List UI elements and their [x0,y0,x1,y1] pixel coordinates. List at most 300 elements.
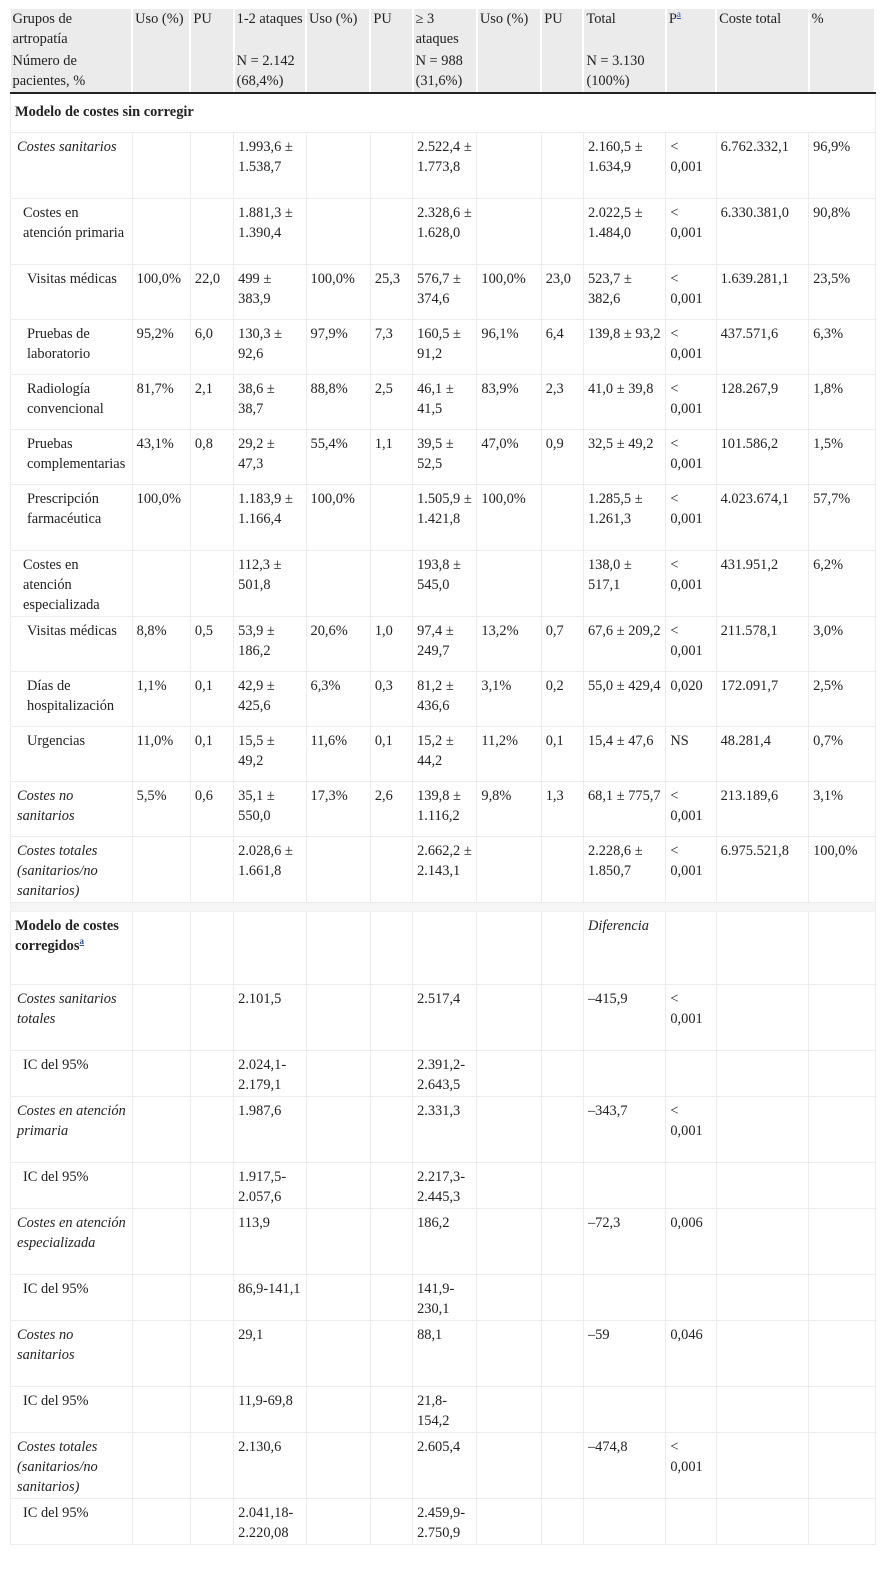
table-cell [716,1051,808,1097]
table-cell: –474,8 [583,1433,665,1499]
table-cell: 11,6% [306,727,370,782]
table-cell [541,485,583,551]
table-cell: 81,7% [132,375,190,430]
table-cell [190,912,233,985]
header-cell: 1-2 ataques [234,9,306,51]
table-cell [306,985,370,1051]
table-cell [716,1499,808,1545]
table-cell [477,1051,541,1097]
table-cell: 81,2 ± 436,6 [413,672,477,727]
table-cell: 96,9% [809,133,875,199]
table-cell [132,1387,190,1433]
table-cell: –415,9 [583,985,665,1051]
table-cell [190,1499,233,1545]
table-cell [132,133,190,199]
table-cell [583,1387,665,1433]
table-cell: 0,6 [190,782,233,837]
table-cell: 0,2 [541,672,583,727]
row-label: Costes en atención especializada [11,1209,133,1275]
table-cell: 96,1% [477,320,541,375]
table-cell [190,199,233,265]
table-cell [370,1433,412,1499]
table-cell: 35,1 ± 550,0 [234,782,306,837]
header-row-groups [11,9,876,51]
header-row-patients [11,51,876,93]
table-cell: 53,9 ± 186,2 [234,617,306,672]
row-label: Costes en atención especializada [11,551,133,617]
table-cell: 0,8 [190,430,233,485]
table-cell: –343,7 [583,1097,665,1163]
table-cell [370,1051,412,1097]
table-cell: < 0,001 [666,551,716,617]
table-cell [306,1387,370,1433]
table-cell: 13,2% [477,617,541,672]
table-cell [306,1433,370,1499]
row-label: Costes sanitarios [11,133,133,199]
table-cell: 213.189,6 [716,782,808,837]
table-cell [541,1209,583,1275]
table-cell [541,1387,583,1433]
table-cell: 499 ± 383,9 [234,265,306,320]
cost-table [10,9,876,1545]
table-row [11,1433,876,1499]
header-cell [132,51,190,93]
table-cell: < 0,001 [666,485,716,551]
table-cell: 2.130,6 [234,1433,306,1499]
table-cell: 100,0% [132,265,190,320]
table-cell: 88,1 [413,1321,477,1387]
table-cell [132,1163,190,1209]
header-cell [541,51,583,93]
table-cell [306,1051,370,1097]
table-cell [809,1097,875,1163]
row-label: Visitas médicas [11,617,133,672]
row-label: Pruebas complementarias [11,430,133,485]
table-cell: 2.024,1-2.179,1 [234,1051,306,1097]
table-cell: 1.917,5-2.057,6 [234,1163,306,1209]
table-cell: 1,1 [370,430,412,485]
table-cell: 1.993,6 ± 1.538,7 [234,133,306,199]
footnote-link[interactable]: a [79,936,84,947]
table-cell [132,912,190,985]
table-cell [370,199,412,265]
row-label: Costes totales (sanitarios/no sanitarios) [11,1433,133,1499]
table-cell [132,551,190,617]
table-row [11,1163,876,1209]
table-cell: 2.605,4 [413,1433,477,1499]
table-cell: 101.586,2 [716,430,808,485]
table-row [11,617,876,672]
table-cell: 1.987,6 [234,1097,306,1163]
table-cell: 2.328,6 ± 1.628,0 [413,199,477,265]
table-cell [716,1097,808,1163]
table-cell: 23,0 [541,265,583,320]
table-cell [716,1321,808,1387]
table-cell [370,1097,412,1163]
table-cell [666,912,716,985]
table-row [11,133,876,199]
table-cell: 9,8% [477,782,541,837]
table-cell: 29,2 ± 47,3 [234,430,306,485]
header-cell [370,51,412,93]
table-cell [541,133,583,199]
table-cell [477,1321,541,1387]
table-cell: 15,2 ± 44,2 [413,727,477,782]
table-cell: 2.522,4 ± 1.773,8 [413,133,477,199]
table-cell: 1.285,5 ± 1.261,3 [583,485,665,551]
table-cell: 0,020 [666,672,716,727]
footnote-link[interactable]: a [676,9,681,20]
row-label: IC del 95% [11,1275,133,1321]
table-cell [583,1051,665,1097]
table-cell [477,199,541,265]
header-cell [306,51,370,93]
table-cell: 1,3 [541,782,583,837]
header-cell [477,51,541,93]
header-cell: N = 988 (31,6%) [413,51,477,93]
table-cell: 100,0% [306,265,370,320]
table-cell [190,1097,233,1163]
table-cell: < 0,001 [666,375,716,430]
table-cell [190,985,233,1051]
table-cell: 100,0% [809,837,875,903]
table-cell [477,1275,541,1321]
table-cell: 2.022,5 ± 1.484,0 [583,199,665,265]
table-cell [541,1433,583,1499]
row-label: Costes en atención primaria [11,1097,133,1163]
table-cell [809,1275,875,1321]
table-cell [716,912,808,985]
header-cell [716,51,808,93]
table-row [11,430,876,485]
p-label: P [668,11,677,27]
table-cell: 97,9% [306,320,370,375]
table-row [11,320,876,375]
table-cell: 42,9 ± 425,6 [234,672,306,727]
table-cell [306,1209,370,1275]
header-cell [666,51,716,93]
header-cell: Uso (%) [306,9,370,51]
table-row [11,199,876,265]
table-cell: 86,9-141,1 [234,1275,306,1321]
table-cell [234,912,306,985]
table-cell: 100,0% [477,265,541,320]
table-cell: 7,3 [370,320,412,375]
table-cell: 11,2% [477,727,541,782]
table-cell: 55,0 ± 429,4 [583,672,665,727]
header-cell: PU [190,9,233,51]
section-title: Modelo de costes corregidos [15,918,119,954]
table-cell: 0,1 [541,727,583,782]
table-cell [541,1051,583,1097]
row-label: IC del 95% [11,1387,133,1433]
table-cell [306,912,370,985]
header-cell: PU [370,9,412,51]
table-cell: 100,0% [306,485,370,551]
table-cell: 90,8% [809,199,875,265]
table-cell: < 0,001 [666,133,716,199]
table-row [11,1387,876,1433]
table-row [11,782,876,837]
table-cell: 193,8 ± 545,0 [413,551,477,617]
table-cell: 1,5% [809,430,875,485]
table-row [11,727,876,782]
table-cell [809,1433,875,1499]
row-label: IC del 95% [11,1499,133,1545]
table-cell [666,1163,716,1209]
table-cell: 0,7 [541,617,583,672]
table-cell [809,1209,875,1275]
table-cell: 2.228,6 ± 1.850,7 [583,837,665,903]
table-cell: 141,9-230,1 [413,1275,477,1321]
table-cell: 0,1 [370,727,412,782]
table-cell [541,985,583,1051]
table-cell: 2.517,4 [413,985,477,1051]
table-cell: 437.571,6 [716,320,808,375]
table-row [11,1275,876,1321]
table-cell: 3,1% [809,782,875,837]
table-cell [583,1275,665,1321]
table-cell: 88,8% [306,375,370,430]
table-cell [132,1433,190,1499]
header-cell [809,51,875,93]
table-cell [370,1387,412,1433]
table-cell: 0,1 [190,727,233,782]
table-cell: 6.975.521,8 [716,837,808,903]
table-cell [190,551,233,617]
table-cell [190,1051,233,1097]
row-label: Costes en atención primaria [11,199,133,265]
table-cell: 11,9-69,8 [234,1387,306,1433]
table-cell: 0,006 [666,1209,716,1275]
table-cell [541,1163,583,1209]
table-cell: 0,3 [370,672,412,727]
table-cell [132,985,190,1051]
table-cell [190,837,233,903]
table-cell [413,912,477,985]
row-label: Días de hospitalización [11,672,133,727]
table-cell: 1,8% [809,375,875,430]
table-cell [306,551,370,617]
table-cell: 1,0 [370,617,412,672]
table-body [11,93,876,1545]
table-cell: 25,3 [370,265,412,320]
table-cell: 47,0% [477,430,541,485]
header-cell: % [809,9,875,51]
table-cell: < 0,001 [666,1433,716,1499]
table-cell [541,1097,583,1163]
table-cell: 68,1 ± 775,7 [583,782,665,837]
table-row [11,265,876,320]
table-cell: 55,4% [306,430,370,485]
table-cell: 2.391,2-2.643,5 [413,1051,477,1097]
table-cell: 1.183,9 ± 1.166,4 [234,485,306,551]
table-cell [190,1433,233,1499]
table-cell: 6,3% [809,320,875,375]
table-cell: 95,2% [132,320,190,375]
table-cell: 1.639.281,1 [716,265,808,320]
table-cell: 2.217,3-2.445,3 [413,1163,477,1209]
table-cell [132,837,190,903]
table-cell [306,133,370,199]
section-title-cell [11,912,133,985]
table-cell [809,985,875,1051]
table-cell: < 0,001 [666,985,716,1051]
table-cell [666,1275,716,1321]
table-cell: 22,0 [190,265,233,320]
table-cell [132,199,190,265]
table-cell: 2.160,5 ± 1.634,9 [583,133,665,199]
row-label: Urgencias [11,727,133,782]
table-cell: 48.281,4 [716,727,808,782]
table-cell: 138,0 ± 517,1 [583,551,665,617]
table-row [11,837,876,903]
table-cell: 23,5% [809,265,875,320]
table-cell [541,837,583,903]
table-cell: 2.041,18-2.220,08 [234,1499,306,1545]
table-cell [132,1499,190,1545]
table-cell: 6.330.381,0 [716,199,808,265]
table-cell [716,1275,808,1321]
table-cell [370,551,412,617]
table-cell: 6,3% [306,672,370,727]
table-cell: 6,0 [190,320,233,375]
table-cell: 3,0% [809,617,875,672]
table-cell: 46,1 ± 41,5 [413,375,477,430]
table-cell [306,837,370,903]
table-cell [132,1275,190,1321]
table-cell: 67,6 ± 209,2 [583,617,665,672]
table-cell [132,1209,190,1275]
row-label: Radiología convencional [11,375,133,430]
table-cell: 20,6% [306,617,370,672]
table-cell: < 0,001 [666,265,716,320]
table-cell [370,912,412,985]
table-cell: 38,6 ± 38,7 [234,375,306,430]
table-cell: 11,0% [132,727,190,782]
table-cell: 139,8 ± 93,2 [583,320,665,375]
row-label: IC del 95% [11,1051,133,1097]
spacer-row [11,903,876,912]
table-cell [132,1097,190,1163]
table-cell: 3,1% [477,672,541,727]
table-cell [541,1275,583,1321]
table-cell [477,551,541,617]
table-cell: 139,8 ± 1.116,2 [413,782,477,837]
table-cell: 100,0% [132,485,190,551]
table-cell: 2.459,9-2.750,9 [413,1499,477,1545]
table-cell: 2,5 [370,375,412,430]
table-cell: 1.505,9 ± 1.421,8 [413,485,477,551]
table-cell: < 0,001 [666,837,716,903]
table-cell [477,1499,541,1545]
table-cell [306,1275,370,1321]
table-cell [666,1051,716,1097]
table-cell: 130,3 ± 92,6 [234,320,306,375]
table-cell [716,985,808,1051]
header-cell: Grupos de artropatía [11,9,133,51]
table-cell: –59 [583,1321,665,1387]
table-cell [370,1209,412,1275]
row-label: Costes no sanitarios [11,782,133,837]
table-row [11,375,876,430]
table-cell [190,1387,233,1433]
row-label: Visitas médicas [11,265,133,320]
table-cell [370,985,412,1051]
table-cell [477,1387,541,1433]
table-cell: 21,8-154,2 [413,1387,477,1433]
spacer-cell [11,903,876,912]
row-label: Prescripción farmacéutica [11,485,133,551]
table-cell [190,485,233,551]
table-cell: 431.951,2 [716,551,808,617]
table-cell: 83,9% [477,375,541,430]
table-cell [809,1163,875,1209]
table-cell: < 0,001 [666,1097,716,1163]
table-row [11,1097,876,1163]
table-row [11,551,876,617]
table-cell [716,1209,808,1275]
table-cell [370,1321,412,1387]
section-title-row [11,93,876,133]
table-cell: 6.762.332,1 [716,133,808,199]
table-cell [716,1163,808,1209]
table-cell [477,912,541,985]
table-cell: 0,5 [190,617,233,672]
table-cell: < 0,001 [666,617,716,672]
table-cell: < 0,001 [666,199,716,265]
table-cell [809,912,875,985]
table-cell [583,1499,665,1545]
header-cell: PU [541,9,583,51]
table-cell [477,1433,541,1499]
table-cell: 41,0 ± 39,8 [583,375,665,430]
table-cell: 576,7 ± 374,6 [413,265,477,320]
table-cell [370,133,412,199]
table-cell: 0,1 [190,672,233,727]
section-title: Modelo de costes sin corregir [11,93,876,133]
row-label: Costes no sanitarios [11,1321,133,1387]
table-cell [477,985,541,1051]
table-cell: 6,2% [809,551,875,617]
table-row [11,985,876,1051]
table-cell: 100,0% [477,485,541,551]
table-cell: < 0,001 [666,320,716,375]
header-cell: Total [583,9,665,51]
table-cell [541,1499,583,1545]
table-cell: 2.101,5 [234,985,306,1051]
header-cell: N = 2.142 (68,4%) [234,51,306,93]
table-cell: NS [666,727,716,782]
table-cell: 1,1% [132,672,190,727]
table-cell [306,1321,370,1387]
table-cell: 523,7 ± 382,6 [583,265,665,320]
table-header [11,9,876,93]
table-cell [541,199,583,265]
table-cell: < 0,001 [666,430,716,485]
table-cell: 2,3 [541,375,583,430]
table-cell [477,1209,541,1275]
table-cell [541,912,583,985]
header-cell [190,51,233,93]
table-cell: 15,5 ± 49,2 [234,727,306,782]
header-cell-p [666,9,716,51]
table-cell [477,1163,541,1209]
table-cell: 0,046 [666,1321,716,1387]
table-cell [190,133,233,199]
row-label: Costes totales (sanitarios/no sanitarios) [11,837,133,903]
table-cell [477,133,541,199]
